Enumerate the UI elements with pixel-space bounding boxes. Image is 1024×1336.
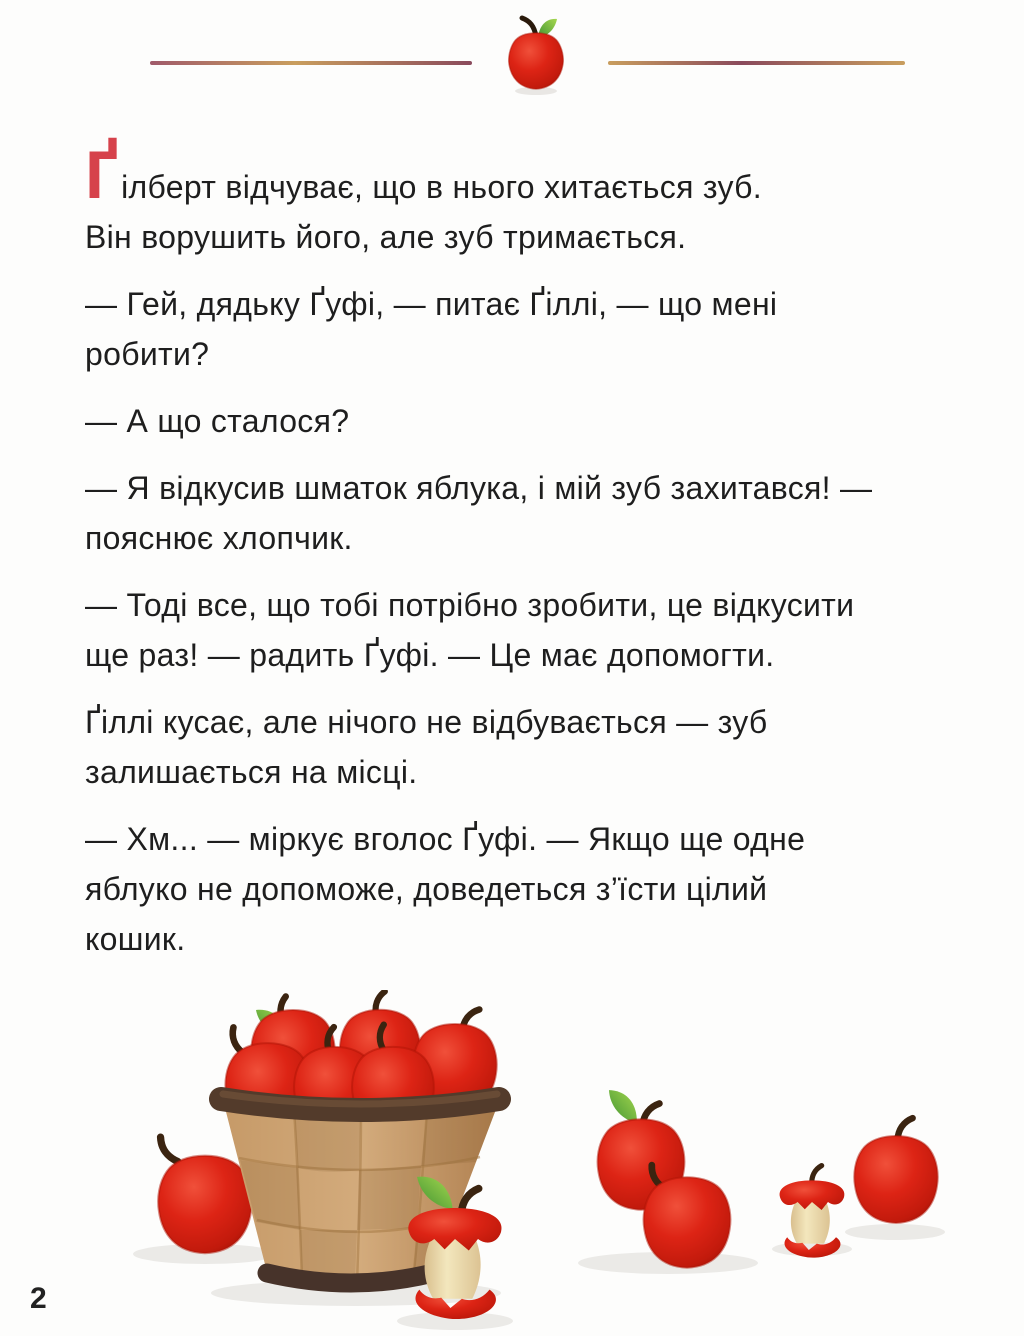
basket-rim-bottom [267,1273,433,1283]
text-line-content: ілберт відчуває, що в нього хитається зуб. [121,169,762,205]
text-line [85,137,977,213]
text-line: залишається на місці. [85,754,418,790]
apple-basket-illustration [0,990,1024,1336]
paragraph [85,463,977,563]
text-line: ще раз! — радить Ґуфі. — Це має допомогти. [85,637,775,673]
text-line: Він ворушить його, але зуб тримається. [85,219,687,255]
paragraph [85,279,977,379]
story-text [85,137,977,981]
apple-icon [854,1116,937,1223]
text-line: — Гей, дядьку Ґуфі, — питає Ґіллі, — що мені [85,286,778,322]
text-line: Ґіллі кусає, але нічого не відбувається — зуб [85,704,768,740]
text-line: — А що сталося? [85,403,350,439]
paragraph [85,580,977,680]
divider-line-right [608,61,905,65]
text-line: — Я відкусив шматок яблука, і мій зуб захитався! — [85,470,873,506]
text-line: робити? [85,336,210,372]
apple-pair [598,1090,731,1268]
divider-line-left [150,61,472,65]
apple-icon [492,14,580,96]
page-number: 2 [30,1282,47,1315]
chapter-divider [0,0,1024,100]
text-line: кошик. [85,921,186,957]
text-line: яблуко не допоможе, доведеться з’їсти цілий [85,871,768,907]
text-line: — Хм... — міркує вголос Ґуфі. — Якщо ще одне [85,821,806,857]
paragraph [85,396,977,446]
drop-cap: Ґ [85,137,119,213]
text-line: пояснює хлопчик. [85,520,353,556]
paragraph [85,697,977,797]
paragraph [85,137,977,262]
paragraph [85,814,977,964]
text-line: — Тоді все, що тобі потрібно зробити, це відкусити [85,587,855,623]
